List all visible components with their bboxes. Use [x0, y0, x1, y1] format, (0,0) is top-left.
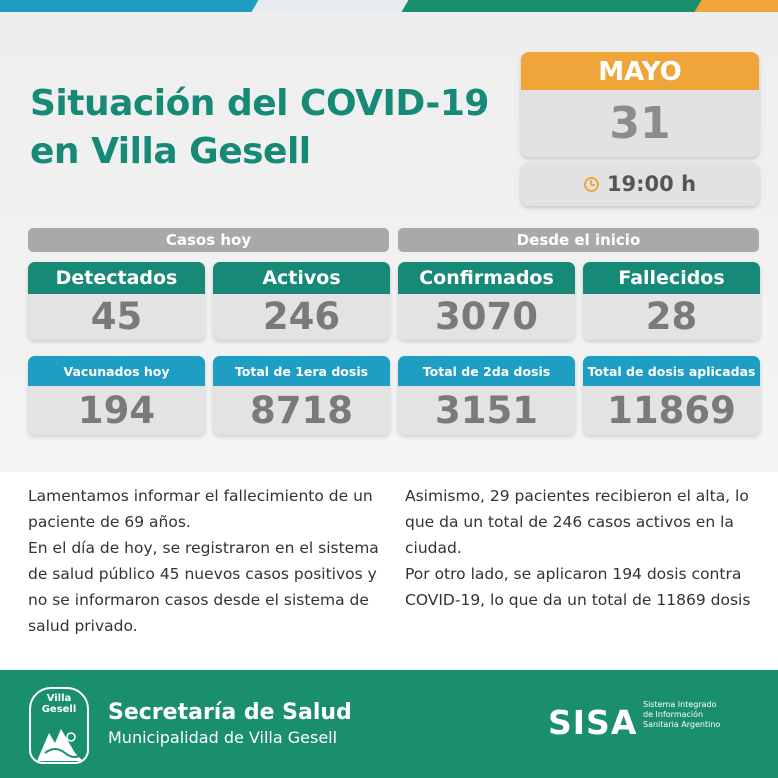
stat-segunda-dosis	[398, 356, 575, 435]
time-card	[521, 162, 759, 206]
stat-value: 194	[77, 389, 156, 432]
stat-value: 8718	[250, 389, 353, 432]
month-label: MAYO	[521, 52, 759, 90]
stat-value: 11869	[607, 389, 736, 432]
date-card	[521, 52, 759, 157]
stat-label: Confirmados	[398, 262, 575, 294]
top-decorative-bar	[0, 0, 778, 12]
paragraph: En el día de hoy, se registraron en el sistema de salud público 45 nuevos casos positivos y no se informaron casos desde el sistema de salud privado.	[28, 539, 379, 635]
clock-icon	[584, 177, 599, 192]
secretaria-title: Secretaría de Salud	[108, 700, 352, 725]
stat-label: Fallecidos	[583, 262, 760, 294]
stat-detectados	[28, 262, 205, 340]
stat-total-dosis	[583, 356, 760, 435]
sisa-logo: SISA	[548, 703, 638, 742]
page-title	[30, 80, 489, 176]
paragraph: Por otro lado, se aplicaron 194 dosis contra COVID-19, lo que da un total de 11869 dosis	[405, 565, 751, 609]
section-desde-inicio: Desde el inicio	[398, 228, 759, 252]
stat-vacunados-hoy	[28, 356, 205, 435]
logo-text: Villa Gesell	[41, 693, 77, 715]
stat-label: Total de 1era dosis	[213, 356, 390, 386]
stat-value: 246	[262, 295, 341, 338]
stat-value: 45	[90, 295, 143, 338]
title-line-1: Situación del COVID-19	[30, 83, 489, 124]
title-line-2: en Villa Gesell	[30, 131, 311, 172]
stat-value: 28	[645, 295, 698, 338]
stat-label: Total de dosis aplicadas	[583, 356, 760, 386]
stat-label: Total de 2da dosis	[398, 356, 575, 386]
dunes-icon	[35, 723, 85, 763]
sisa-description: Sistema Integrado de Información Sanitaria Argentino	[643, 700, 721, 729]
footer	[0, 670, 778, 778]
stat-label: Vacunados hoy	[28, 356, 205, 386]
stat-label: Activos	[213, 262, 390, 294]
paragraph: Asimismo, 29 pacientes recibieron el alta, lo que da un total de 246 casos activos en la ciudad.	[405, 487, 749, 557]
stat-confirmados	[398, 262, 575, 340]
municipalidad-subtitle: Municipalidad de Villa Gesell	[108, 728, 338, 747]
report-text-left	[28, 483, 386, 639]
stat-activos	[213, 262, 390, 340]
stat-label: Detectados	[28, 262, 205, 294]
stat-fallecidos	[583, 262, 760, 340]
stat-value: 3151	[435, 389, 538, 432]
villa-gesell-logo	[29, 687, 89, 764]
section-casos-hoy: Casos hoy	[28, 228, 389, 252]
report-text-right	[405, 483, 763, 613]
time-label: 19:00 h	[606, 172, 697, 196]
stat-primera-dosis	[213, 356, 390, 435]
paragraph: Lamentamos informar el fallecimiento de un paciente de 69 años.	[28, 487, 373, 531]
stat-value: 3070	[435, 295, 538, 338]
day-number: 31	[609, 98, 671, 149]
